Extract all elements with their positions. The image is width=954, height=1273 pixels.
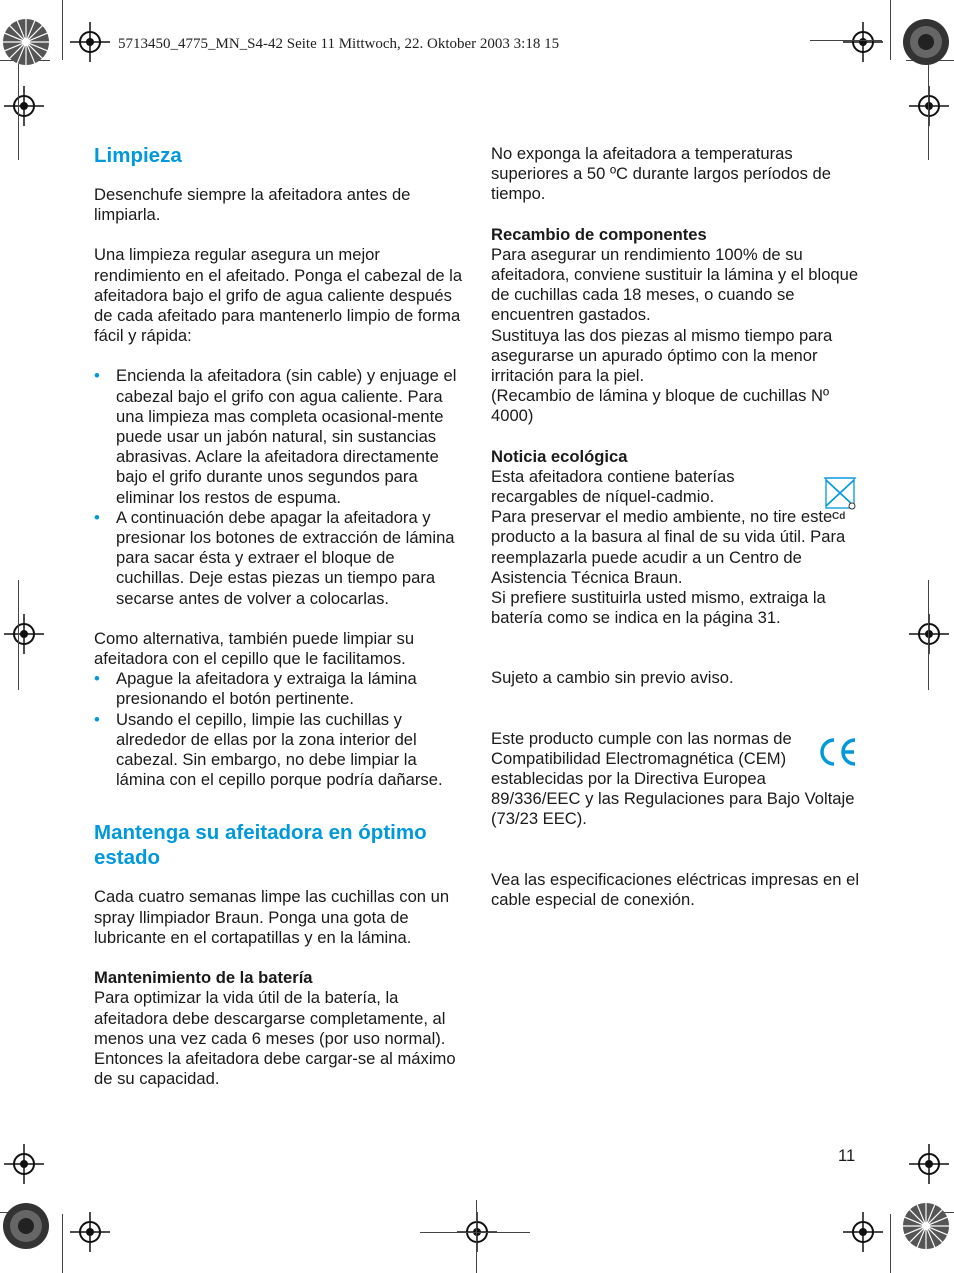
page-number: 11	[838, 1146, 856, 1165]
list-item: • Encienda la afeitadora (sin cable) y enjuage el cabezal bajo el grifo con agua caliente. Para una limpieza mas completa ocasional-mente puede usar un jabón natural, sin sustancias abrasivas. Aclare la afeitadora directamente bajo el grifo durante unos segundos para eliminar los restos de espuma.	[94, 366, 466, 507]
registration-mark-icon	[4, 614, 44, 654]
registration-mark-icon	[70, 1212, 110, 1252]
crop-line	[62, 1214, 63, 1273]
registration-mark-icon	[70, 22, 110, 62]
ce-mark-icon	[815, 734, 859, 770]
paragraph: Este producto cumple con las normas de Compatibilidad Electromagnética (CEM) establecidas por la Directiva Europea 89/336/EEC y las Regulaciones para Bajo Voltaje (73/23 EEC).	[491, 728, 855, 829]
paragraph: Desenchufe siempre la afeitadora antes de limpiarla.	[94, 185, 411, 225]
list-item: • A continuación debe apagar la afeitadora y presionar los botones de extracción de lámina para sacar ésta y extraer el bloque de cuchillas. Deje estas piezas un tiempo para secarse antes de volver a colocarlas.	[94, 508, 466, 609]
registration-mark-icon	[909, 1144, 949, 1184]
paragraph: Para preservar el medio ambiente, no tire este producto a la basura al final de su vida útil. Para reemplazarla puede acudir a un Centro de Asistencia Técnica Braun.	[491, 507, 846, 587]
registration-mark-icon	[4, 86, 44, 126]
paragraph: Para optimizar la vida útil de la batería, la afeitadora debe descargarse completamente, al menos una vez cada 6 meses (por uso normal). Entonces la afeitadora debe cargar-se al máximo de su capacidad.	[94, 988, 456, 1089]
paragraph: Como alternativa, también puede limpiar su afeitadora con el cepillo que le facilitamos.	[94, 628, 415, 669]
registration-mark-icon	[909, 614, 949, 654]
paragraph: Cada cuatro semanas limpe las cuchillas con un spray llimpiador Braun. Ponga una gota de lubricante en el cortapatillas y en la lámina.	[94, 887, 450, 947]
cd-label: Cd	[832, 511, 846, 522]
paragraph: Sujeto a cambio sin previo aviso.	[491, 668, 734, 688]
registration-mark-icon	[843, 1212, 883, 1252]
crop-line	[928, 64, 929, 160]
crop-line	[18, 64, 19, 160]
subheading-parts: Recambio de componentes	[491, 224, 707, 244]
subheading-eco: Noticia ecológica	[491, 446, 628, 466]
crop-line	[810, 40, 882, 41]
paragraph: Sustituya las dos piezas al mismo tiempo para asegurarse un apurado óptimo con la menor irritación para la piel.	[491, 325, 833, 386]
bullet-list	[94, 669, 466, 790]
crop-line	[890, 1214, 891, 1273]
left-column	[94, 143, 466, 1089]
subheading-battery: Mantenimiento de la batería	[94, 968, 313, 988]
color-wheel-icon	[902, 1202, 950, 1250]
crop-line	[420, 1232, 530, 1233]
section-title-cleaning: Limpieza	[94, 144, 182, 167]
crop-line	[18, 580, 19, 690]
paragraph: Vea las especificaciones eléctricas impresas en el cable especial de conexión.	[491, 869, 860, 909]
crop-line	[476, 1200, 477, 1273]
registration-mark-icon	[4, 1144, 44, 1184]
registration-mark-icon	[843, 22, 883, 62]
paragraph: (Recambio de lámina y bloque de cuchillas Nº 4000)	[491, 386, 830, 426]
paragraph: Esta afeitadora contiene baterías recargables de níquel-cadmio.	[491, 466, 735, 507]
bullet-list	[94, 366, 466, 608]
list-item: • Apague la afeitadora y extraiga la lámina presionando el botón pertinente.	[94, 669, 466, 709]
crossed-bin-icon	[822, 472, 858, 524]
print-info-header: 5713450_4775_MN_S4-42 Seite 11 Mittwoch, 22. Oktober 2003 3:18 15	[118, 36, 560, 52]
crop-line	[928, 580, 929, 690]
right-column	[491, 144, 859, 910]
paragraph: No exponga la afeitadora a temperaturas superiores a 50 ºC durante largos períodos de tiempo.	[491, 144, 831, 204]
paragraph: Una limpieza regular asegura un mejor rendimiento en el afeitado. Ponga el cabezal de la afeitadora bajo el grifo de agua caliente después de cada afeitado para mantenerlo limpio de forma fácil y rápida:	[94, 245, 463, 346]
paragraph: Para asegurar un rendimiento 100% de su afeitadora, conviene sustituir la lámina y el bloque de cuchillas cada 18 meses, o cuando se encuentren gastados.	[491, 244, 859, 325]
color-wheel-icon	[2, 18, 50, 66]
color-wheel-icon	[902, 18, 950, 66]
crop-line	[62, 0, 63, 60]
section-title-maintain: Mantenga su afeitadora en óptimo estado	[94, 821, 427, 870]
crop-line	[890, 0, 891, 60]
registration-mark-icon	[909, 86, 949, 126]
color-wheel-icon	[2, 1202, 50, 1250]
paragraph: Si prefiere sustituirla usted mismo, extraiga la batería como se indica en la página 31.	[491, 588, 826, 628]
list-item: • Usando el cepillo, limpie las cuchillas y alrededor de ellas por la zona interior del cabezal. Sin embargo, no debe limpiar la lámina con el cepillo porque podría dañarse.	[94, 710, 466, 791]
